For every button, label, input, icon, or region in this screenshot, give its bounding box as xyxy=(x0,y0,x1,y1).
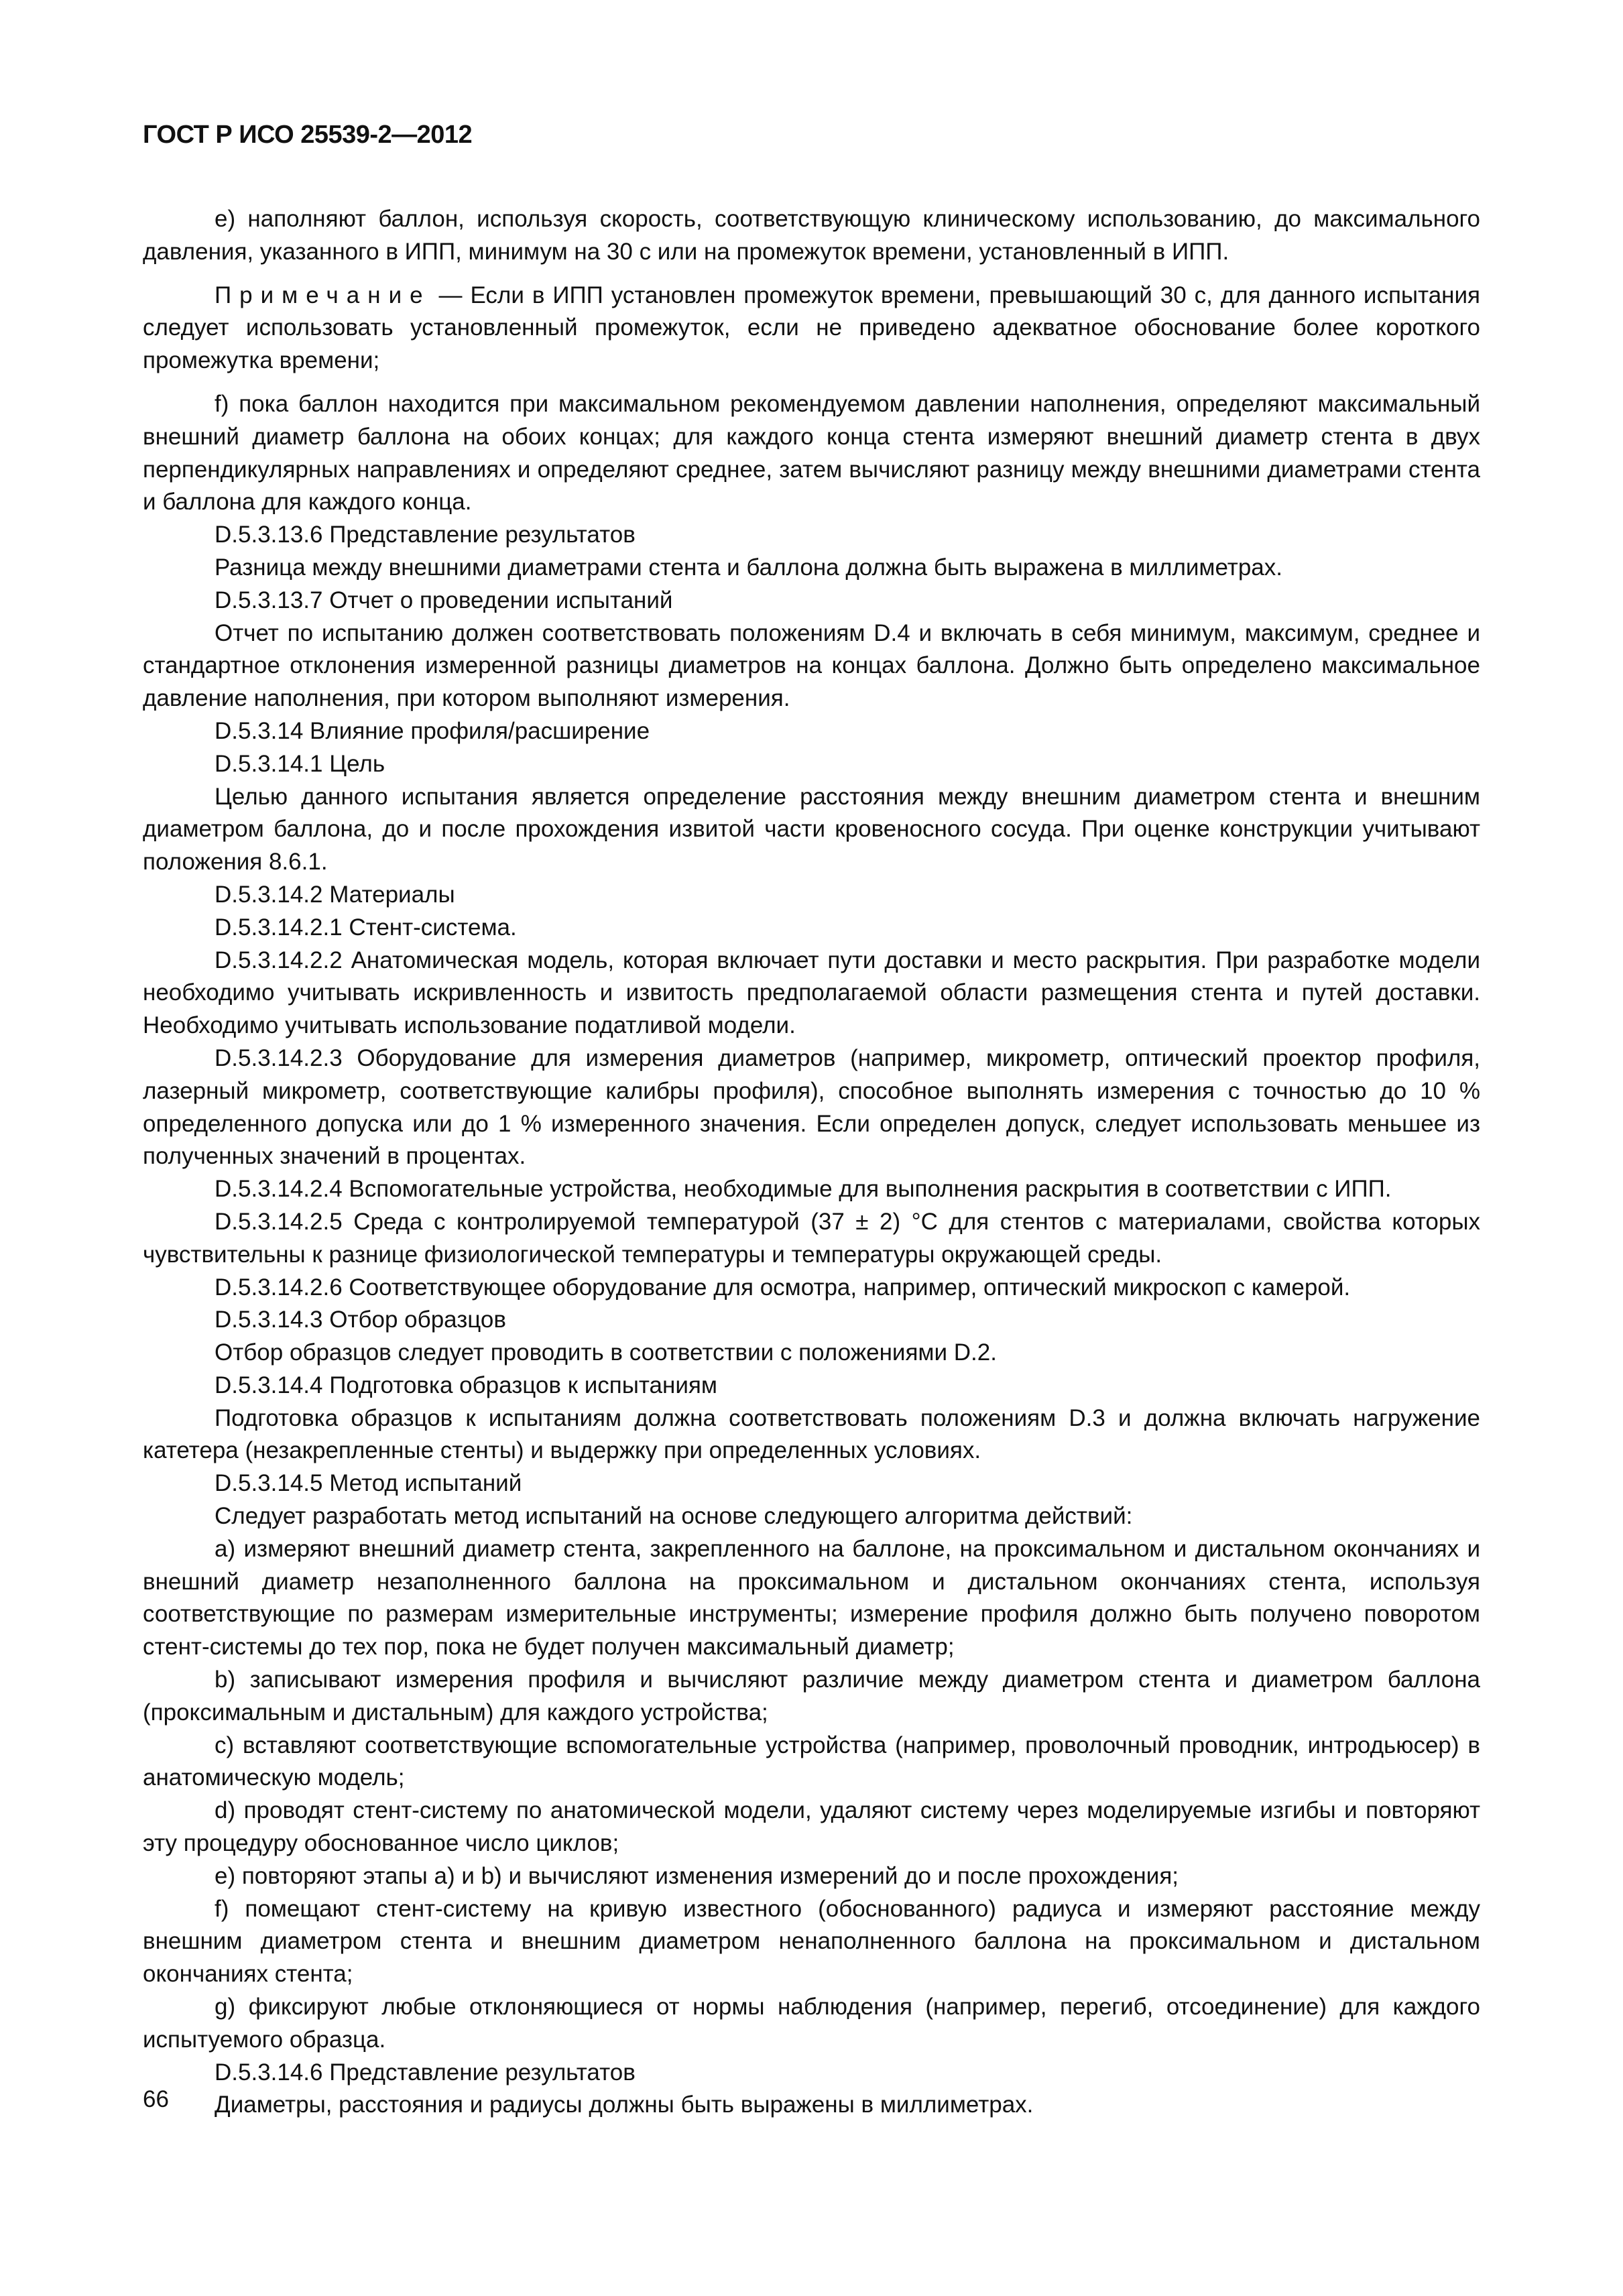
paragraph: D.5.3.14.2.6 Соответствующее оборудование для осмотра, например, оптический микроскоп с камерой. xyxy=(215,1274,1351,1301)
document-body xyxy=(143,203,1480,2122)
section-heading: D.5.3.14.1 Цель xyxy=(215,750,385,777)
list-item: b) записывают измерения профиля и вычисляют различие между диаметром стента и диаметром баллона (проксимальным и дистальным) для каждого устройства; xyxy=(143,1667,1480,1726)
list-item: е) повторяют этапы а) и b) и вычисляют изменения измерений до и после прохождения; xyxy=(215,1862,1179,1889)
section-heading: D.5.3.14.6 Представление результатов xyxy=(215,2059,636,2086)
section-heading: D.5.3.14 Влияние профиля/расширение xyxy=(215,717,650,744)
section-heading: D.5.3.14.5 Метод испытаний xyxy=(215,1470,522,1497)
page-number: 66 xyxy=(143,2086,169,2112)
note-text: — Если в ИПП установлен промежуток времени, превышающий 30 с, для данного испытания следует использовать установленный промежуток, если не приведено адекватное обоснование более короткого промежутка времени; xyxy=(143,282,1480,374)
paragraph: D.5.3.14.2.4 Вспомогательные устройства, необходимые для выполнения раскрытия в соответствии с ИПП. xyxy=(215,1176,1392,1203)
paragraph: f) пока баллон находится при максимальном рекомендуемом давлении наполнения, определяют максимальный внешний диаметр баллона на обоих концах; для каждого конца стента измеряют внешний диаметр стента в двух перпендикулярных направлениях и определяют среднее, затем вычисляют разницу между внешними диаметрами стента и баллона для каждого конца. xyxy=(143,390,1480,516)
section-heading: D.5.3.13.7 Отчет о проведении испытаний xyxy=(215,587,673,613)
list-item: а) измеряют внешний диаметр стента, закрепленного на баллоне, на проксимальном и дистальном окончаниях и внешний диаметр незаполненного баллона на проксимальном и дистальном окончаниях стента, используя соответствующие по размерам измерительные инструменты; измерение профиля должно быть получено поворотом стент-системы до тех пор, пока не будет получен максимальный диаметр; xyxy=(143,1535,1480,1660)
paragraph: Подготовка образцов к испытаниям должна соответствовать положениям D.3 и должна включать нагружение катетера (незакрепленные стенты) и выдержку при определенных условиях. xyxy=(143,1404,1480,1464)
paragraph: Отбор образцов следует проводить в соответствии с положениями D.2. xyxy=(215,1339,997,1366)
paragraph: Диаметры, расстояния и радиусы должны быть выражены в миллиметрах. xyxy=(215,2092,1034,2118)
section-heading: D.5.3.14.3 Отбор образцов xyxy=(215,1307,506,1333)
paragraph: D.5.3.14.2.1 Стент-система. xyxy=(215,914,517,941)
paragraph: D.5.3.14.2.3 Оборудование для измерения диаметров (например, микрометр, оптический проектор профиля, лазерный микрометр, соответствующие калибры профиля), способное выполнять измерения с точностью до 10 % определенного допуска или до 1 % измеренного значения. Если определен допуск, следует использовать меньшее из полученных значений в процентах. xyxy=(143,1044,1480,1170)
list-item: f) помещают стент-систему на кривую известного (обоснованного) радиуса и измеряют расстояние между внешним диаметром стента и внешним диаметром ненаполненного баллона на проксимальном и дистальном окончаниях стента; xyxy=(143,1895,1480,1988)
paragraph: Следует разработать метод испытаний на основе следующего алгоритма действий: xyxy=(215,1503,1133,1530)
paragraph: Разница между внешними диаметрами стента и баллона должна быть выражена в миллиметрах. xyxy=(215,554,1282,581)
document-header: ГОСТ Р ИСО 25539-2—2012 xyxy=(143,121,473,149)
paragraph: Целью данного испытания является определение расстояния между внешним диаметром стента и внешним диаметром баллона, до и после прохождения извитой части кровеносного сосуда. При оценке конструкции учитывают положения 8.6.1. xyxy=(143,783,1480,875)
section-heading: D.5.3.13.6 Представление результатов xyxy=(215,522,636,548)
list-item: с) вставляют соответствующие вспомогательные устройства (например, проволочный проводник, интродьюсер) в анатомическую модель; xyxy=(143,1732,1480,1791)
paragraph: D.5.3.14.2.2 Анатомическая модель, которая включает пути доставки и место раскрытия. При разработке модели необходимо учитывать искривленность и извитость предполагаемой области размещения стента и путей доставки. Необходимо учитывать использование податливой модели. xyxy=(143,947,1480,1039)
section-heading: D.5.3.14.4 Подготовка образцов к испытаниям xyxy=(215,1372,717,1398)
note-paragraph xyxy=(143,280,1480,377)
paragraph: D.5.3.14.2.5 Среда с контролируемой температурой (37 ± 2) °С для стентов с материалами, свойства которых чувствительны к разнице физиологической температуры и температуры окружающей среды. xyxy=(143,1208,1480,1268)
paragraph: Отчет по испытанию должен соответствовать положениям D.4 и включать в себя минимум, максимум, среднее и стандартное отклонения измеренной разницы диаметров на концах баллона. Должно быть определено максимальное давление наполнения, при котором выполняют измерения. xyxy=(143,619,1480,712)
list-item: d) проводят стент-систему по анатомической модели, удаляют систему через моделируемые изгибы и повторяют эту процедуру обоснованное число циклов; xyxy=(143,1797,1480,1857)
note-label: Примечание xyxy=(215,282,431,308)
list-item: g) фиксируют любые отклоняющиеся от нормы наблюдения (например, перегиб, отсоединение) для каждого испытуемого образца. xyxy=(143,1994,1480,2053)
section-heading: D.5.3.14.2 Материалы xyxy=(215,881,455,908)
paragraph: е) наполняют баллон, используя скорость, соответствующую клиническому использованию, до максимального давления, указанного в ИПП, минимум на 30 с или на промежуток времени, установленный в ИПП. xyxy=(143,206,1480,265)
